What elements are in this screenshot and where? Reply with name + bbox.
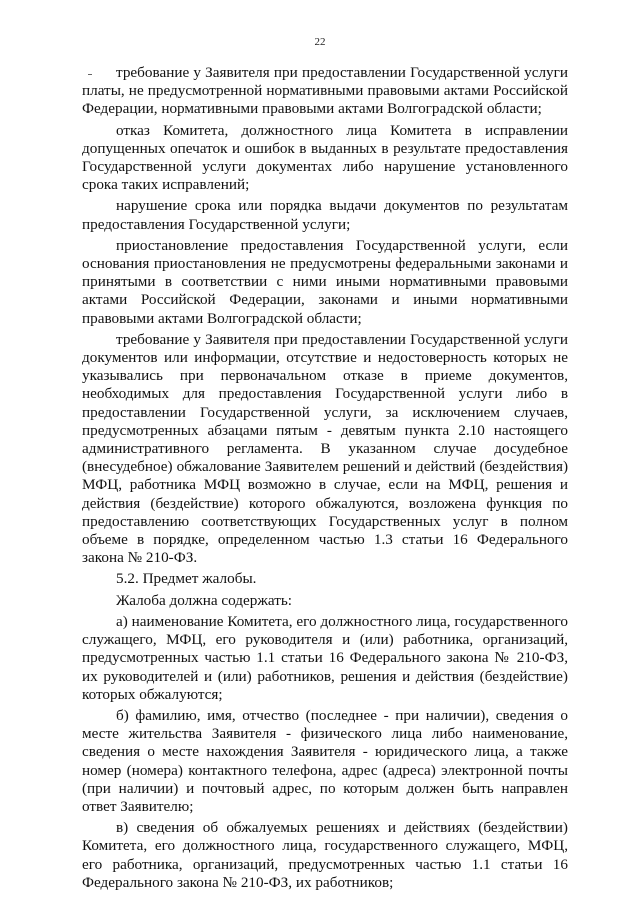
document-body [82, 64, 568, 895]
paragraph-suspension: приостановление предоставления Государственной услуги, если основания приостановления не предусмотрены федеральными законами и принятыми в соответствии с ними иными нормативными правовыми актами Российской Федерации, законами и иными нормативными правовыми актами Волгоградской области; [82, 236, 568, 327]
list-item-v: в) сведения об обжалуемых решениях и действиях (бездействии) Комитета, его должностного лица, государственного служащего, МФЦ, его работника, организаций, предусмотренных частью 1.1 статьи 16 Федерального закона № 210-ФЗ, их работников; [82, 819, 568, 891]
page-number: 22 [314, 36, 326, 48]
section-heading-5-2: 5.2. Предмет жалобы. [116, 570, 257, 588]
paragraph-complaint-contents: Жалоба должна содержать: [116, 591, 292, 609]
list-item-a: а) наименование Комитета, его должностного лица, государственного служащего, МФЦ, его руководителя и (или) работника, организаций, предусмотренных частью 1.1 статьи 16 Федерального закона № 210-ФЗ, их руководителей и (или) работников, решения и действия (бездействие) которых обжалуются; [82, 612, 568, 703]
list-item-b: б) фамилию, имя, отчество (последнее - при наличии), сведения о месте жительства Заявителя - физического лица либо наименование, сведения о месте нахождения Заявителя - юридического лица, а также номер (номера) контактного телефона, адрес (адреса) электронной почты (при наличии) и почтовый адрес, по которым должен быть направлен ответ Заявителю; [82, 706, 568, 815]
paragraph-requirement-documents: требование у Заявителя при предоставлении Государственной услуги документов или информации, отсутствие и недостоверность которых не указывались при первоначальном отказе в приеме документов, необходимых для предоставления Государственной услуги либо в предоставлении Государственной услуги, за исключением случаев, предусмотренных абзацами пятым - девятым пункта 2.10 настоящего административного регламента. В указанном случае досудебное (внесудебное) обжалование Заявителем решений и действий (бездействия) МФЦ, работника МФЦ возможно в случае, если на МФЦ, решения и действия (бездействие) которого обжалуются, возложена функция по предоставлению соответствующих Государственных услуг в полном объеме в порядке, определенном частью 1.3 статьи 16 Федерального закона № 210-ФЗ. [82, 330, 568, 567]
paragraph-delivery-violation: нарушение срока или порядка выдачи документов по результатам предоставления Государственной услуги; [82, 197, 568, 233]
paragraph-requirement-payment: требование у Заявителя при предоставлении Государственной услуги платы, не предусмотренной нормативными правовыми актами Российской Федерации, нормативными правовыми актами Волгоградской области; [82, 64, 568, 118]
paragraph-refusal-corrections: отказ Комитета, должностного лица Комитета в исправлении допущенных опечаток и ошибок в выданных в результате предоставления Государственной услуги документах либо нарушение установленного срока таких исправлений; [82, 121, 568, 194]
